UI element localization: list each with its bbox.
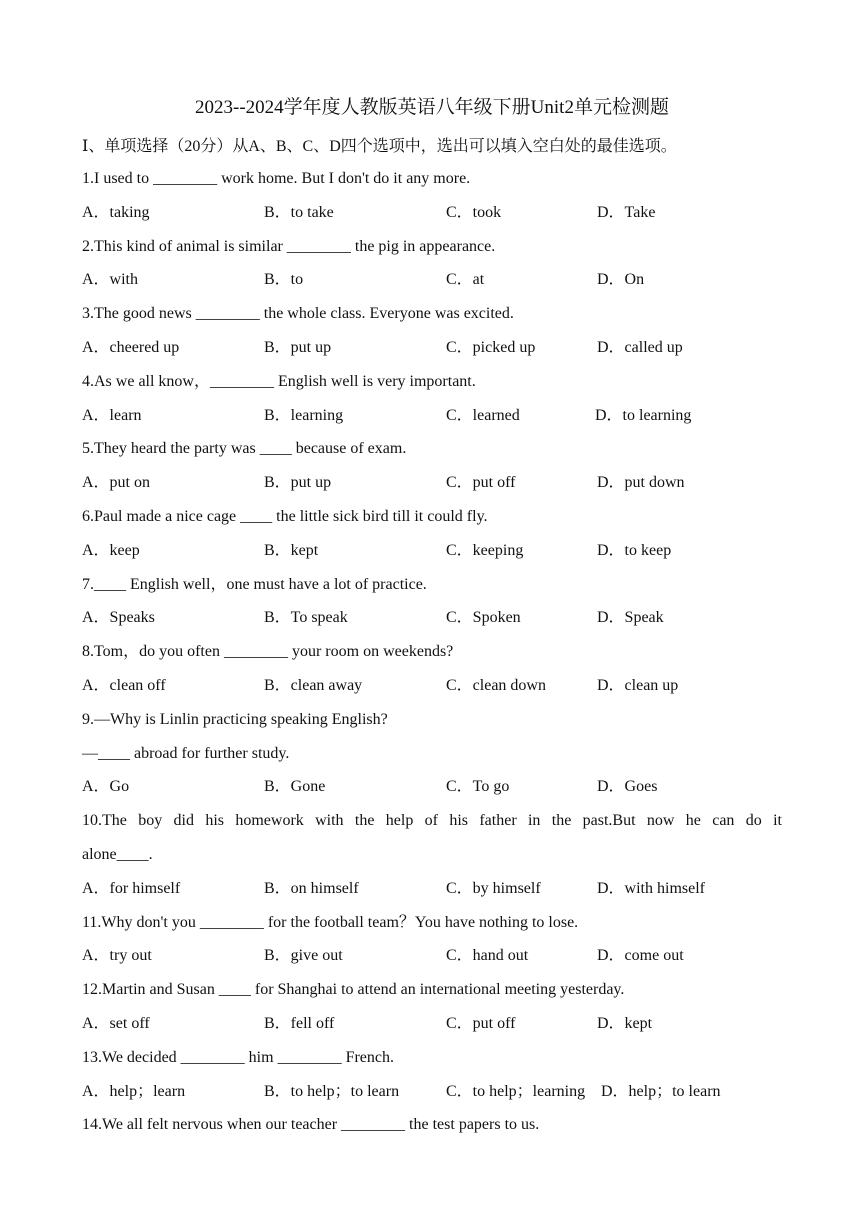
options-9 [82, 775, 782, 809]
option-a: A．clean off [82, 676, 166, 694]
option-c: C．To go [446, 778, 510, 796]
question-6: 6.Paul made a nice cage ____ the little sick bird till it could fly. [82, 507, 488, 525]
question-14: 14.We all felt nervous when our teacher ________ the test papers to us. [82, 1116, 540, 1134]
option-a: A．set off [82, 1014, 150, 1032]
option-b: B．clean away [264, 676, 363, 694]
option-c: C．put off [446, 474, 516, 492]
option-d: D．with himself [597, 879, 705, 897]
option-b: B．put up [264, 474, 332, 492]
option-b: B．Gone [264, 778, 326, 796]
question-5: 5.They heard the party was ____ because of exam. [82, 440, 407, 458]
question-9: 9.—Why is Linlin practicing speaking English? [82, 710, 388, 728]
option-c: C．clean down [446, 676, 546, 694]
options-10 [82, 877, 782, 911]
question-13: 13.We decided ________ him ________ French. [82, 1048, 394, 1066]
options-7 [82, 606, 782, 640]
option-a: A．cheered up [82, 338, 180, 356]
option-d: D．Take [597, 203, 656, 221]
options-12 [82, 1012, 782, 1046]
option-d: D．clean up [597, 676, 679, 694]
section-instruction: Ⅰ、单项选择（20分）从A、B、C、D四个选项中，选出可以填入空白处的最佳选项。 [82, 138, 677, 155]
option-b: B．To speak [264, 609, 348, 627]
option-a: A．try out [82, 947, 152, 965]
option-b: B．give out [264, 947, 343, 965]
question-3: 3.The good news ________ the whole class. Everyone was excited. [82, 305, 514, 323]
option-b: B．fell off [264, 1014, 335, 1032]
option-d: D．kept [597, 1014, 653, 1032]
option-d: D．come out [597, 947, 684, 965]
options-4 [82, 404, 782, 438]
question-12: 12.Martin and Susan ____ for Shanghai to attend an international meeting yesterday. [82, 981, 625, 999]
question-11: 11.Why don't you ________ for the football team？You have nothing to lose. [82, 913, 579, 931]
option-b: B．to take [264, 203, 334, 221]
option-c: C．by himself [446, 879, 541, 897]
option-b: B．kept [264, 541, 319, 559]
question-9-answer-line: —____ abroad for further study. [82, 744, 290, 762]
options-8 [82, 674, 782, 708]
page-title: 2023--2024学年度人教版英语八年级下册Unit2单元检测题 [195, 97, 669, 118]
option-c: C．learned [446, 406, 520, 424]
question-4: 4.As we all know，________ English well is very important. [82, 372, 476, 390]
option-b: B．learning [264, 406, 344, 424]
option-d: D．to learning [595, 406, 692, 424]
option-a: A．for himself [82, 879, 181, 897]
option-a: A．Go [82, 778, 130, 796]
question-2: 2.This kind of animal is similar ________ the pig in appearance. [82, 237, 496, 255]
option-b: B．to help；to learn [264, 1082, 400, 1100]
question-10: 10.The boy did his homework with the help of his father in the past.But now he can do it [82, 812, 782, 830]
options-6 [82, 539, 782, 573]
question-10-continued: alone____. [82, 845, 153, 863]
options-13 [82, 1080, 782, 1114]
question-7: 7.____ English well，one must have a lot of practice. [82, 575, 427, 593]
option-b: B．on himself [264, 879, 359, 897]
option-c: C．took [446, 203, 502, 221]
option-c: C．keeping [446, 541, 524, 559]
question-8: 8.Tom，do you often ________ your room on weekends? [82, 643, 454, 661]
option-c: C．put off [446, 1014, 516, 1032]
question-list [82, 167, 782, 1147]
option-a: A．keep [82, 541, 140, 559]
option-b: B．to [264, 271, 304, 289]
option-c: C．hand out [446, 947, 529, 965]
option-c: C．to help；learning [446, 1082, 586, 1100]
option-d: D．help；to learn [601, 1082, 721, 1100]
option-a: A．put on [82, 474, 151, 492]
options-3 [82, 336, 782, 370]
option-c: C．Spoken [446, 609, 521, 627]
option-d: D．On [597, 271, 645, 289]
options-2 [82, 268, 782, 302]
option-a: A．Speaks [82, 609, 155, 627]
option-d: D．Speak [597, 609, 664, 627]
option-a: A．with [82, 271, 139, 289]
option-d: D．called up [597, 338, 683, 356]
option-a: A．learn [82, 406, 142, 424]
question-1: 1.I used to ________ work home. But I don't do it any more. [82, 170, 471, 187]
option-a: A．help；learn [82, 1082, 186, 1100]
options-11 [82, 944, 782, 978]
option-d: D．Goes [597, 778, 658, 796]
option-c: C．picked up [446, 338, 536, 356]
option-b: B．put up [264, 338, 332, 356]
option-d: D．put down [597, 474, 685, 492]
option-d: D．to keep [597, 541, 672, 559]
options-5 [82, 471, 782, 505]
options-1 [82, 201, 782, 235]
option-a: A．taking [82, 203, 150, 221]
option-c: C．at [446, 271, 485, 289]
